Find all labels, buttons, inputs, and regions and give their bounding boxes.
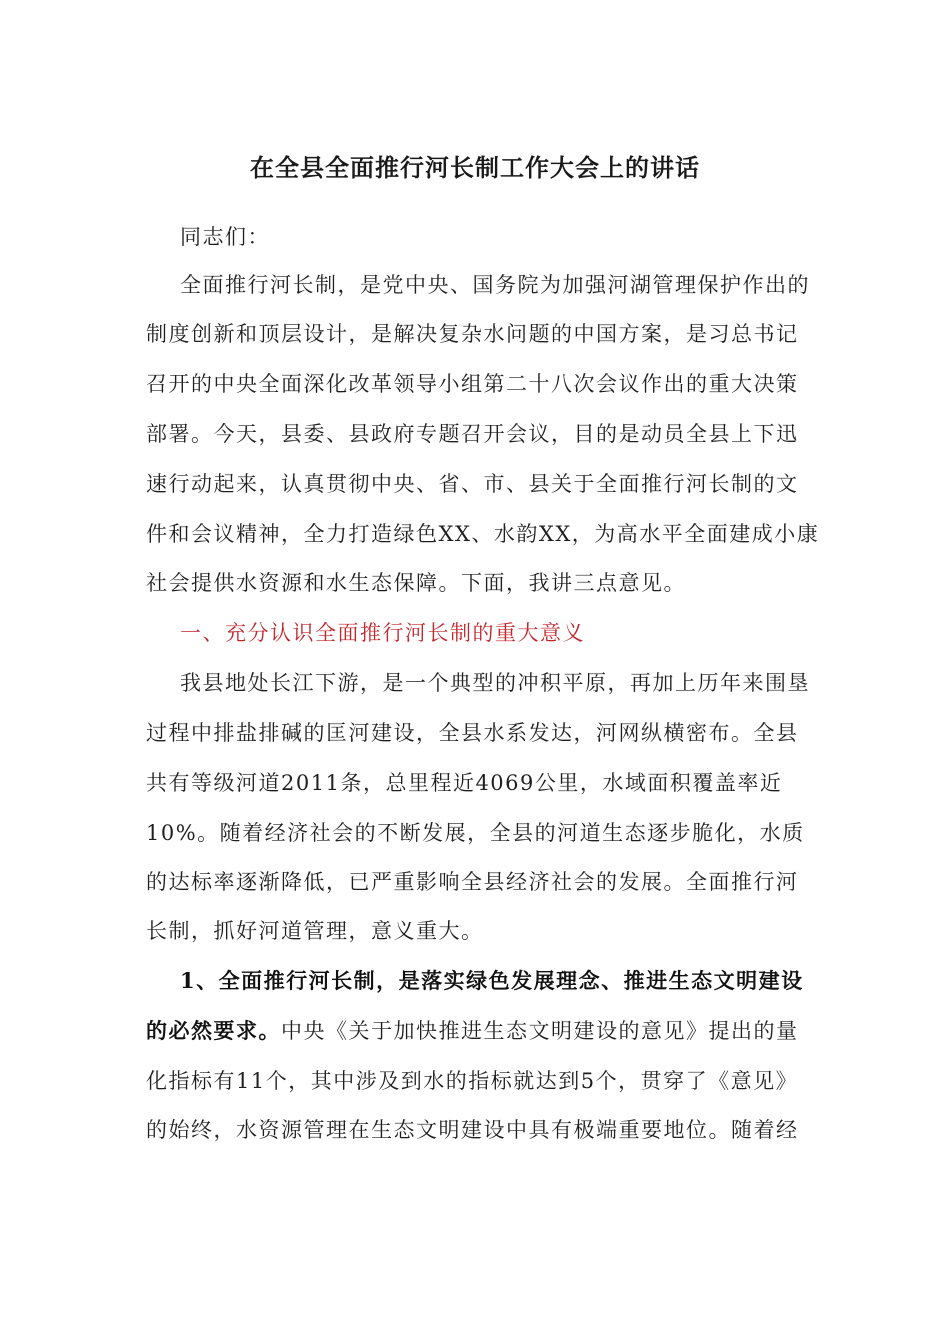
point-heading: 1、全面推行河长制，是落实绿色发展理念、推进生态文明建设	[180, 968, 804, 993]
paragraph-line: 10%。随着经济社会的不断发展，全县的河道生态逐步脆化，水质	[146, 821, 805, 845]
point-heading-end: 的必然要求。	[146, 1018, 281, 1043]
paragraph-line: 我县地处长江下游，是一个典型的冲积平原，再加上历年来围垦	[180, 671, 810, 695]
paragraph-line: 过程中排盐排碱的匡河建设，全县水系发达，河网纵横密布。全县	[146, 721, 799, 745]
salutation: 同志们：	[180, 225, 270, 249]
paragraph-line: 的始终，水资源管理在生态文明建设中具有极端重要地位。随着经	[146, 1118, 799, 1142]
paragraph-line: 社会提供水资源和水生态保障。下面，我讲三点意见。	[146, 571, 686, 595]
paragraph-line: 部署。今天，县委、县政府专题召开会议，目的是动员全县上下迅	[146, 422, 799, 446]
paragraph-line: 化指标有11个，其中涉及到水的指标就达到5个，贯穿了《意见》	[146, 1069, 799, 1093]
paragraph-line: 召开的中央全面深化改革领导小组第二十八次会议作出的重大决策	[146, 372, 799, 396]
paragraph-text: 中央《关于加快推进生态文明建设的意见》提出的量	[281, 1019, 799, 1043]
paragraph-line: 速行动起来，认真贯彻中央、省、市、县关于全面推行河长制的文	[146, 472, 799, 496]
paragraph-line: 制度创新和顶层设计，是解决复杂水问题的中国方案，是习总书记	[146, 322, 799, 346]
paragraph-line: 全面推行河长制，是党中央、国务院为加强河湖管理保护作出的	[180, 273, 810, 297]
paragraph-line: 共有等级河道2011条，总里程近4069公里，水域面积覆盖率近	[146, 771, 783, 795]
paragraph-line: 件和会议精神，全力打造绿色XX、水韵XX，为高水平全面建成小康	[146, 522, 820, 546]
paragraph-line	[146, 1016, 806, 1046]
section-heading: 一、充分认识全面推行河长制的重大意义	[180, 621, 585, 645]
document-title: 在全县全面推行河长制工作大会上的讲话	[250, 153, 700, 182]
paragraph-line: 的达标率逐渐降低，已严重影响全县经济社会的发展。全面推行河	[146, 870, 799, 894]
paragraph-line: 长制，抓好河道管理，意义重大。	[146, 919, 484, 943]
